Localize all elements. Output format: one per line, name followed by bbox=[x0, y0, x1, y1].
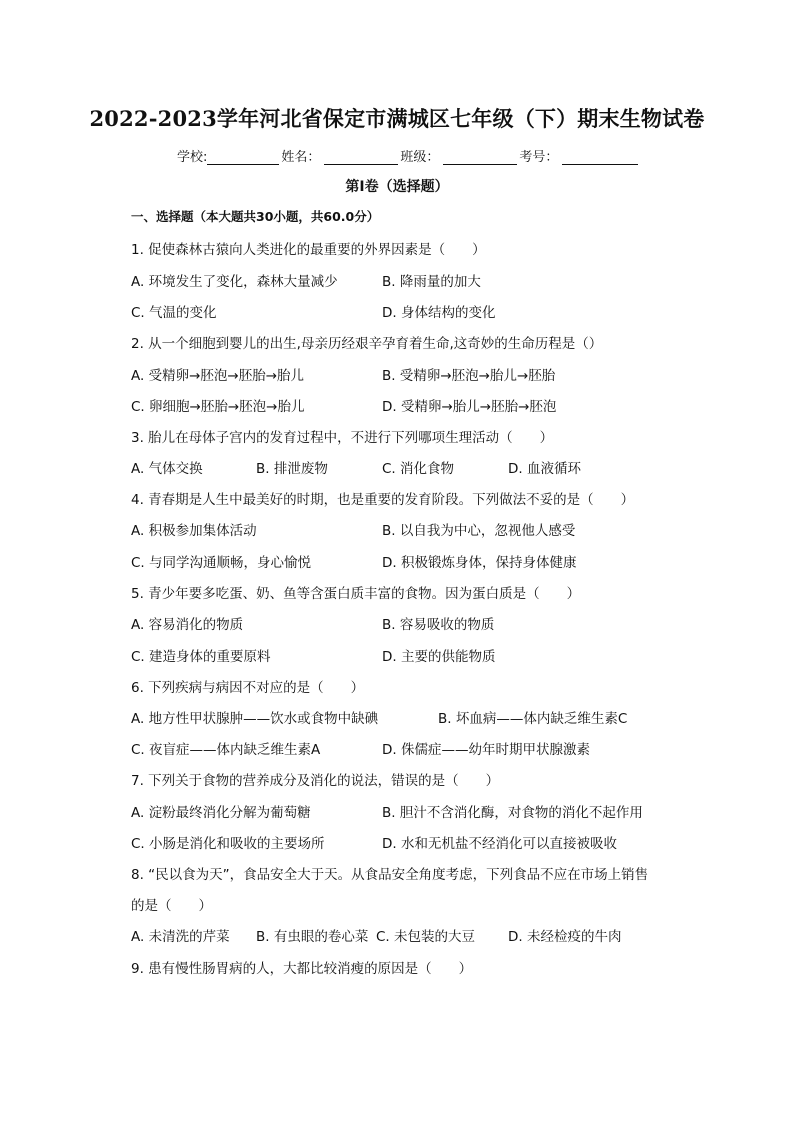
name-blank[interactable] bbox=[324, 150, 398, 165]
option-b[interactable]: B. 受精卵→胚泡→胎儿→胚胎 bbox=[382, 368, 556, 384]
option-a[interactable]: A. 地方性甲状腺肿——饮水或食物中缺碘 bbox=[131, 711, 379, 727]
exam-no-blank[interactable] bbox=[562, 150, 638, 165]
option-a[interactable]: A. 受精卵→胚泡→胚胎→胎儿 bbox=[131, 368, 305, 384]
student-info-line bbox=[177, 146, 640, 165]
option-b[interactable]: B. 坏血病——体内缺乏维生素C bbox=[438, 711, 628, 727]
question-8-stem: 8. “民以食为天”，食品安全大于天。从食品安全角度考虑，下列食品不应在市场上销售 bbox=[131, 867, 649, 883]
part-heading: 一、选择题（本大题共30小题，共60.0分） bbox=[131, 209, 380, 224]
section-title: 第I卷（选择题） bbox=[345, 179, 449, 195]
question-5-stem: 5. 青少年要多吃蛋、奶、鱼等含蛋白质丰富的食物。因为蛋白质是（ ） bbox=[131, 586, 581, 602]
option-a[interactable]: A. 环境发生了变化，森林大量减少 bbox=[131, 274, 338, 290]
option-c[interactable]: C. 建造身体的重要原料 bbox=[131, 649, 271, 665]
option-a[interactable]: A. 气体交换 bbox=[131, 461, 203, 477]
question-3-stem: 3. 胎儿在母体子宫内的发育过程中，不进行下列哪项生理活动（ ） bbox=[131, 430, 554, 446]
option-d[interactable]: D. 受精卵→胎儿→胚胎→胚泡 bbox=[382, 399, 557, 415]
option-d[interactable]: D. 侏儒症——幼年时期甲状腺激素 bbox=[382, 742, 590, 758]
option-c[interactable]: C. 消化食物 bbox=[382, 461, 455, 477]
question-2-stem: 2. 从一个细胞到婴儿的出生,母亲历经艰辛孕育着生命,这奇妙的生命历程是（） bbox=[131, 336, 603, 352]
option-b[interactable]: B. 有虫眼的卷心菜 bbox=[256, 929, 369, 945]
question-7-stem: 7. 下列关于食物的营养成分及消化的说法，错误的是（ ） bbox=[131, 773, 500, 789]
exam-title: 2022-2023学年河北省保定市满城区七年级（下）期末生物试卷 bbox=[89, 106, 705, 131]
option-a[interactable]: A. 积极参加集体活动 bbox=[131, 523, 257, 539]
option-c[interactable]: C. 夜盲症——体内缺乏维生素A bbox=[131, 742, 321, 758]
school-label: 学校: bbox=[177, 150, 208, 165]
school-blank[interactable] bbox=[207, 150, 279, 165]
option-d[interactable]: D. 水和无机盐不经消化可以直接被吸收 bbox=[382, 836, 617, 852]
option-d[interactable]: D. 血液循环 bbox=[508, 461, 581, 477]
name-label: 姓名： bbox=[281, 150, 321, 165]
option-c[interactable]: C. 卵细胞→胚胎→胚泡→胎儿 bbox=[131, 399, 305, 415]
option-d[interactable]: D. 主要的供能物质 bbox=[382, 649, 496, 665]
option-a[interactable]: A. 淀粉最终消化分解为葡萄糖 bbox=[131, 805, 311, 821]
question-8-stem-continued: 的是（ ） bbox=[131, 898, 212, 914]
question-1-stem: 1. 促使森林古猿向人类进化的最重要的外界因素是（ ） bbox=[131, 242, 486, 258]
option-b[interactable]: B. 胆汁不含消化酶，对食物的消化不起作用 bbox=[382, 805, 643, 821]
question-4-stem: 4. 青春期是人生中最美好的时期，也是重要的发育阶段。下列做法不妥的是（ ） bbox=[131, 492, 635, 508]
option-b[interactable]: B. 排泄废物 bbox=[256, 461, 328, 477]
class-label: 班级： bbox=[400, 150, 440, 165]
option-a[interactable]: A. 容易消化的物质 bbox=[131, 617, 244, 633]
option-d[interactable]: D. 身体结构的变化 bbox=[382, 305, 496, 321]
option-c[interactable]: C. 未包装的大豆 bbox=[376, 929, 476, 945]
option-b[interactable]: B. 以自我为中心，忽视他人感受 bbox=[382, 523, 576, 539]
option-d[interactable]: D. 积极锻炼身体，保持身体健康 bbox=[382, 555, 577, 571]
exam-no-label: 考号： bbox=[519, 150, 559, 165]
option-b[interactable]: B. 降雨量的加大 bbox=[382, 274, 481, 290]
question-6-stem: 6. 下列疾病与病因不对应的是（ ） bbox=[131, 680, 365, 696]
option-c[interactable]: C. 与同学沟通顺畅，身心愉悦 bbox=[131, 555, 312, 571]
option-c[interactable]: C. 气温的变化 bbox=[131, 305, 217, 321]
class-blank[interactable] bbox=[443, 150, 517, 165]
option-b[interactable]: B. 容易吸收的物质 bbox=[382, 617, 495, 633]
option-c[interactable]: C. 小肠是消化和吸收的主要场所 bbox=[131, 836, 325, 852]
option-d[interactable]: D. 未经检疫的牛肉 bbox=[508, 929, 622, 945]
question-9-stem: 9. 患有慢性肠胃病的人，大都比较消瘦的原因是（ ） bbox=[131, 961, 473, 977]
option-a[interactable]: A. 未清洗的芹菜 bbox=[131, 929, 230, 945]
